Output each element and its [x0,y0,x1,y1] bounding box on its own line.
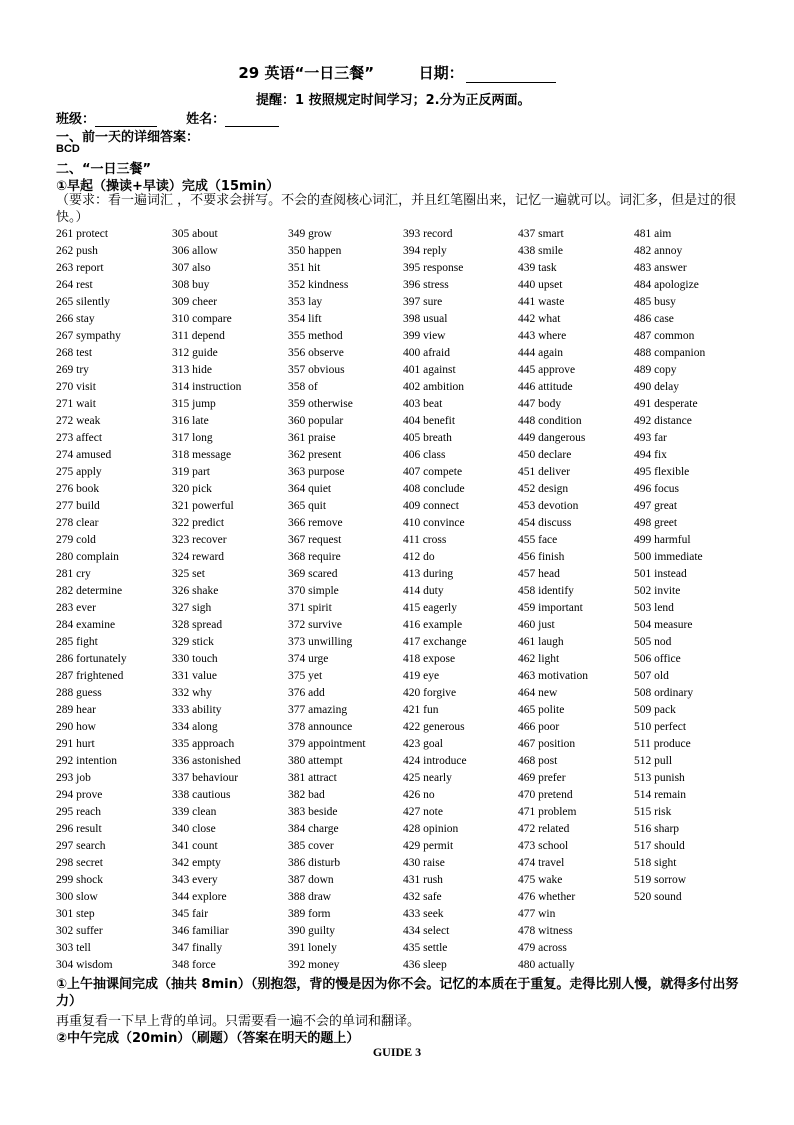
vocab-item: 342 empty [172,857,221,869]
vocab-item: 326 shake [172,585,219,597]
vocab-column-2 [172,226,284,974]
vocab-item: 392 money [288,959,340,971]
vocab-item: 405 breath [403,432,452,444]
vocab-item: 352 kindness [288,279,349,291]
class-label: 班级： [56,112,96,127]
vocab-item: 434 select [403,925,450,937]
vocab-item: 395 response [403,262,464,274]
vocab-item: 419 eye [403,670,440,682]
vocab-item: 444 again [518,347,564,359]
vocabulary-grid [56,226,746,978]
vocab-item: 322 predict [172,517,225,529]
vocab-item: 508 ordinary [634,687,694,699]
vocab-item: 400 afraid [403,347,450,359]
title-text: 29 英语“一日三餐” [238,64,375,82]
vocab-item: 301 step [56,908,95,920]
vocab-item: 402 ambition [403,381,465,393]
vocab-item: 490 delay [634,381,680,393]
vocab-item: 504 measure [634,619,693,631]
vocab-item: 452 design [518,483,569,495]
vocab-item: 289 hear [56,704,96,716]
vocab-item: 491 desperate [634,398,698,410]
vocab-item: 458 identify [518,585,574,597]
vocab-item: 374 urge [288,653,329,665]
vocab-item: 481 aim [634,228,672,240]
vocab-item: 497 great [634,500,678,512]
vocab-item: 344 explore [172,891,227,903]
vocab-item: 501 instead [634,568,687,580]
vocab-item: 376 add [288,687,325,699]
vocab-item: 422 generous [403,721,465,733]
reminder-text: 提醒：1 按照规定时间学习；2.分为正反两面。 [256,93,531,108]
vocab-item: 476 whether [518,891,576,903]
vocab-item: 429 permit [403,840,454,852]
vocab-item: 499 harmful [634,534,691,546]
vocab-item: 433 seek [403,908,444,920]
vocab-item: 331 value [172,670,218,682]
vocab-item: 427 note [403,806,443,818]
vocab-item: 510 perfect [634,721,687,733]
previous-answer: BCD [56,143,80,155]
vocab-item: 359 otherwise [288,398,353,410]
section2-heading: 二、“一日三餐” [56,162,152,177]
vocab-column-3 [288,226,400,974]
vocab-item: 287 frightened [56,670,124,682]
vocab-item: 383 beside [288,806,338,818]
vocab-item: 286 fortunately [56,653,127,665]
vocab-item: 343 every [172,874,218,886]
vocab-item: 511 produce [634,738,691,750]
vocab-item: 313 hide [172,364,212,376]
vocab-item: 368 require [288,551,341,563]
vocab-item: 365 quit [288,500,327,512]
vocab-item: 435 settle [403,942,448,954]
vocab-column-4 [403,226,515,974]
vocab-item: 463 motivation [518,670,588,682]
vocab-item: 338 cautious [172,789,231,801]
vocab-item: 473 school [518,840,569,852]
morning-note: （要求：看一遍词汇 ，不要求会拼写。不会的查阅核心词汇，并且红笔圈出来，记忆一遍就可以。词汇多，但是过的很快。） [56,193,737,225]
vocab-item: 394 reply [403,245,447,257]
vocab-item: 477 win [518,908,556,920]
vocab-item: 498 greet [634,517,678,529]
vocab-item: 431 rush [403,874,443,886]
vocab-item: 327 sigh [172,602,212,614]
vocab-item: 378 announce [288,721,353,733]
vocab-item: 319 part [172,466,211,478]
vocab-item: 471 problem [518,806,577,818]
vocab-item: 305 about [172,228,218,240]
vocab-item: 441 waste [518,296,565,308]
vocab-item: 307 also [172,262,211,274]
vocab-item: 380 attempt [288,755,343,767]
vocab-item: 381 attract [288,772,337,784]
vocab-item: 309 cheer [172,296,218,308]
vocab-item: 311 depend [172,330,225,342]
vocab-item: 465 polite [518,704,565,716]
vocab-item: 336 astonished [172,755,241,767]
vocab-item: 453 devotion [518,500,579,512]
vocab-item: 296 result [56,823,102,835]
vocab-item: 456 finish [518,551,565,563]
vocab-item: 468 post [518,755,558,767]
vocab-item: 292 intention [56,755,118,767]
vocab-item: 284 examine [56,619,116,631]
vocab-item: 386 disturb [288,857,341,869]
vocab-item: 509 pack [634,704,676,716]
vocab-item: 393 record [403,228,453,240]
vocab-item: 485 busy [634,296,676,308]
vocab-item: 475 wake [518,874,563,886]
vocab-item: 474 travel [518,857,565,869]
vocab-item: 283 ever [56,602,96,614]
vocab-item: 401 against [403,364,456,376]
vocab-item: 304 wisdom [56,959,113,971]
name-label: 姓名： [186,112,226,127]
vocab-item: 507 old [634,670,669,682]
vocab-item: 269 try [56,364,89,376]
vocab-item: 483 answer [634,262,687,274]
vocab-item: 261 protect [56,228,109,240]
vocab-item: 364 quiet [288,483,332,495]
vocab-item: 467 position [518,738,576,750]
vocab-item: 423 goal [403,738,443,750]
vocab-item: 432 safe [403,891,442,903]
vocab-item: 406 class [403,449,446,461]
vocab-item: 418 expose [403,653,456,665]
vocab-item: 461 laugh [518,636,564,648]
vocab-item: 334 along [172,721,218,733]
vocab-item: 273 affect [56,432,103,444]
vocab-item: 267 sympathy [56,330,121,342]
vocab-item: 413 during [403,568,454,580]
vocab-item: 298 secret [56,857,103,869]
vocab-item: 379 appointment [288,738,366,750]
vocab-item: 320 pick [172,483,212,495]
vocab-item: 265 silently [56,296,110,308]
vocab-item: 297 search [56,840,106,852]
vocab-item: 275 apply [56,466,102,478]
morning-title: ①早起（操读+早读）完成（15min） [56,179,280,194]
vocab-item: 288 guess [56,687,102,699]
vocab-item: 412 do [403,551,435,563]
vocab-item: 520 sound [634,891,682,903]
vocab-item: 506 office [634,653,681,665]
vocab-item: 479 across [518,942,567,954]
vocab-item: 355 method [288,330,343,342]
vocab-item: 274 amused [56,449,112,461]
vocab-item: 361 praise [288,432,336,444]
vocab-item: 505 nod [634,636,672,648]
vocab-item: 439 task [518,262,557,274]
vocab-item: 354 lift [288,313,322,325]
break-task-note: 再重复看一下早上背的单词。只需要看一遍不会的单词和翻译。 [56,1014,421,1029]
vocab-item: 470 pretend [518,789,573,801]
vocab-item: 312 guide [172,347,218,359]
vocab-item: 279 cold [56,534,96,546]
vocab-item: 489 copy [634,364,677,376]
vocab-item: 449 dangerous [518,432,586,444]
vocab-item: 384 charge [288,823,339,835]
vocab-item: 478 witness [518,925,573,937]
vocab-item: 276 book [56,483,100,495]
vocab-item: 339 clean [172,806,217,818]
vocab-item: 426 no [403,789,435,801]
vocab-item: 341 count [172,840,218,852]
vocab-item: 362 present [288,449,342,461]
vocab-item: 270 visit [56,381,96,393]
vocab-item: 500 immediate [634,551,703,563]
vocab-item: 372 survive [288,619,342,631]
vocab-item: 445 approve [518,364,576,376]
vocab-item: 417 exchange [403,636,467,648]
vocab-item: 315 jump [172,398,216,410]
vocab-item: 363 purpose [288,466,345,478]
vocab-item: 329 stick [172,636,214,648]
vocab-item: 349 grow [288,228,332,240]
vocab-item: 282 determine [56,585,123,597]
vocab-item: 516 sharp [634,823,680,835]
vocab-item: 295 reach [56,806,102,818]
vocab-item: 337 behaviour [172,772,239,784]
vocab-item: 266 stay [56,313,95,325]
page-footer: GUIDE 3 [372,1045,422,1059]
vocab-item: 496 focus [634,483,680,495]
vocab-item: 466 poor [518,721,560,733]
vocab-item: 503 lend [634,602,674,614]
vocab-item: 375 yet [288,670,323,682]
vocab-item: 370 simple [288,585,339,597]
vocab-item: 357 obvious [288,364,345,376]
vocab-item: 492 distance [634,415,692,427]
vocab-item: 348 force [172,959,216,971]
vocab-item: 389 form [288,908,331,920]
vocab-item: 281 cry [56,568,91,580]
vocab-item: 328 spread [172,619,223,631]
vocab-item: 450 declare [518,449,572,461]
class-name-row [56,108,279,127]
vocab-item: 308 buy [172,279,210,291]
date-blank[interactable] [466,68,556,83]
vocab-item: 366 remove [288,517,343,529]
vocab-item: 325 set [172,568,205,580]
vocab-item: 455 face [518,534,558,546]
vocab-item: 446 attitude [518,381,573,393]
vocab-item: 272 weak [56,415,101,427]
vocab-item: 318 message [172,449,232,461]
vocab-item: 330 touch [172,653,218,665]
date-label: 日期： [418,64,464,82]
vocab-item: 519 sorrow [634,874,687,886]
vocab-item: 514 remain [634,789,687,801]
vocab-item: 438 smile [518,245,564,257]
vocab-item: 290 how [56,721,96,733]
vocab-column-6 [634,226,746,906]
vocab-item: 493 far [634,432,667,444]
vocab-item: 404 benefit [403,415,456,427]
vocab-item: 302 suffer [56,925,103,937]
vocab-item: 437 smart [518,228,564,240]
vocab-item: 347 finally [172,942,223,954]
vocab-item: 459 important [518,602,583,614]
vocab-item: 385 cover [288,840,334,852]
vocab-item: 335 approach [172,738,235,750]
vocab-item: 469 prefer [518,772,566,784]
vocab-item: 409 connect [403,500,459,512]
vocab-item: 294 prove [56,789,103,801]
vocab-item: 464 new [518,687,558,699]
vocab-item: 430 raise [403,857,445,869]
vocab-item: 495 flexible [634,466,690,478]
vocab-item: 484 apologize [634,279,699,291]
vocab-item: 415 eagerly [403,602,457,614]
vocab-item: 278 clear [56,517,99,529]
vocab-item: 300 slow [56,891,98,903]
vocab-item: 340 close [172,823,216,835]
vocab-item: 457 head [518,568,560,580]
vocab-item: 460 just [518,619,555,631]
vocab-item: 333 ability [172,704,222,716]
vocab-item: 271 wait [56,398,96,410]
vocab-item: 442 what [518,313,561,325]
break-task-title: ①上午抽课间完成（抽共 8min）（别抱怨，背的慢是因为你不会。记忆的本质在于重复。走得比别人慢，就得多付出努力） [56,977,739,1009]
vocab-item: 428 opinion [403,823,459,835]
vocab-item: 420 forgive [403,687,457,699]
vocab-item: 353 lay [288,296,323,308]
vocab-item: 408 conclude [403,483,465,495]
vocab-column-1 [56,226,168,974]
vocab-item: 399 view [403,330,446,342]
vocab-item: 285 fight [56,636,98,648]
vocab-item: 390 guilty [288,925,335,937]
vocab-item: 360 popular [288,415,344,427]
vocab-item: 299 shock [56,874,103,886]
vocab-item: 410 convince [403,517,465,529]
vocab-item: 369 scared [288,568,338,580]
vocab-item: 462 light [518,653,560,665]
noon-task-title: ②中午完成（20min）（刷题）（答案在明天的题上） [56,1031,360,1046]
vocab-item: 316 late [172,415,209,427]
vocab-item: 398 usual [403,313,448,325]
vocab-item: 387 down [288,874,334,886]
vocab-item: 407 compete [403,466,463,478]
vocab-item: 447 body [518,398,562,410]
vocab-item: 324 reward [172,551,225,563]
vocab-item: 487 common [634,330,695,342]
vocab-item: 358 of [288,381,318,393]
vocab-item: 448 condition [518,415,582,427]
vocab-item: 482 annoy [634,245,683,257]
vocab-item: 317 long [172,432,213,444]
vocab-item: 356 observe [288,347,344,359]
vocab-item: 262 push [56,245,98,257]
vocab-item: 440 upset [518,279,563,291]
vocab-item: 314 instruction [172,381,242,393]
vocab-item: 351 hit [288,262,321,274]
vocab-item: 264 rest [56,279,93,291]
vocab-item: 306 allow [172,245,218,257]
vocab-item: 377 amazing [288,704,348,716]
vocab-item: 263 report [56,262,104,274]
vocab-item: 388 draw [288,891,332,903]
vocab-item: 367 request [288,534,342,546]
name-blank[interactable] [225,114,279,127]
vocab-item: 443 where [518,330,567,342]
vocab-item: 321 powerful [172,500,234,512]
vocab-item: 517 should [634,840,685,852]
vocab-item: 373 unwilling [288,636,353,648]
vocab-item: 486 case [634,313,674,325]
vocab-item: 436 sleep [403,959,447,971]
vocab-item: 494 fix [634,449,667,461]
vocab-item: 411 cross [403,534,447,546]
vocab-item: 382 bad [288,789,325,801]
vocab-item: 323 recover [172,534,227,546]
vocab-item: 513 punish [634,772,685,784]
page-title [0,62,794,83]
vocab-item: 303 tell [56,942,91,954]
vocab-item: 310 compare [172,313,232,325]
vocab-item: 268 test [56,347,93,359]
section1-heading: 一、前一天的详细答案： [56,130,200,145]
vocab-item: 488 companion [634,347,706,359]
vocab-item: 515 risk [634,806,672,818]
vocab-item: 502 invite [634,585,681,597]
vocab-item: 291 hurt [56,738,95,750]
vocab-item: 350 happen [288,245,342,257]
vocab-item: 416 example [403,619,463,631]
vocab-item: 472 related [518,823,570,835]
vocab-item: 277 build [56,500,100,512]
vocab-item: 293 job [56,772,91,784]
vocab-item: 397 sure [403,296,443,308]
vocab-item: 280 complain [56,551,119,563]
vocab-item: 421 fun [403,704,439,716]
vocab-item: 332 why [172,687,212,699]
vocab-item: 371 spirit [288,602,332,614]
vocab-item: 396 stress [403,279,449,291]
vocab-item: 454 discuss [518,517,572,529]
vocab-column-5 [518,226,630,974]
vocab-item: 346 familiar [172,925,229,937]
vocab-item: 424 introduce [403,755,467,767]
vocab-item: 391 lonely [288,942,337,954]
vocab-item: 403 beat [403,398,443,410]
vocab-item: 414 duty [403,585,444,597]
vocab-item: 518 sight [634,857,677,869]
vocab-item: 512 pull [634,755,673,767]
vocab-item: 425 nearly [403,772,452,784]
vocab-item: 451 deliver [518,466,571,478]
vocab-item: 480 actually [518,959,575,971]
vocab-item: 345 fair [172,908,209,920]
